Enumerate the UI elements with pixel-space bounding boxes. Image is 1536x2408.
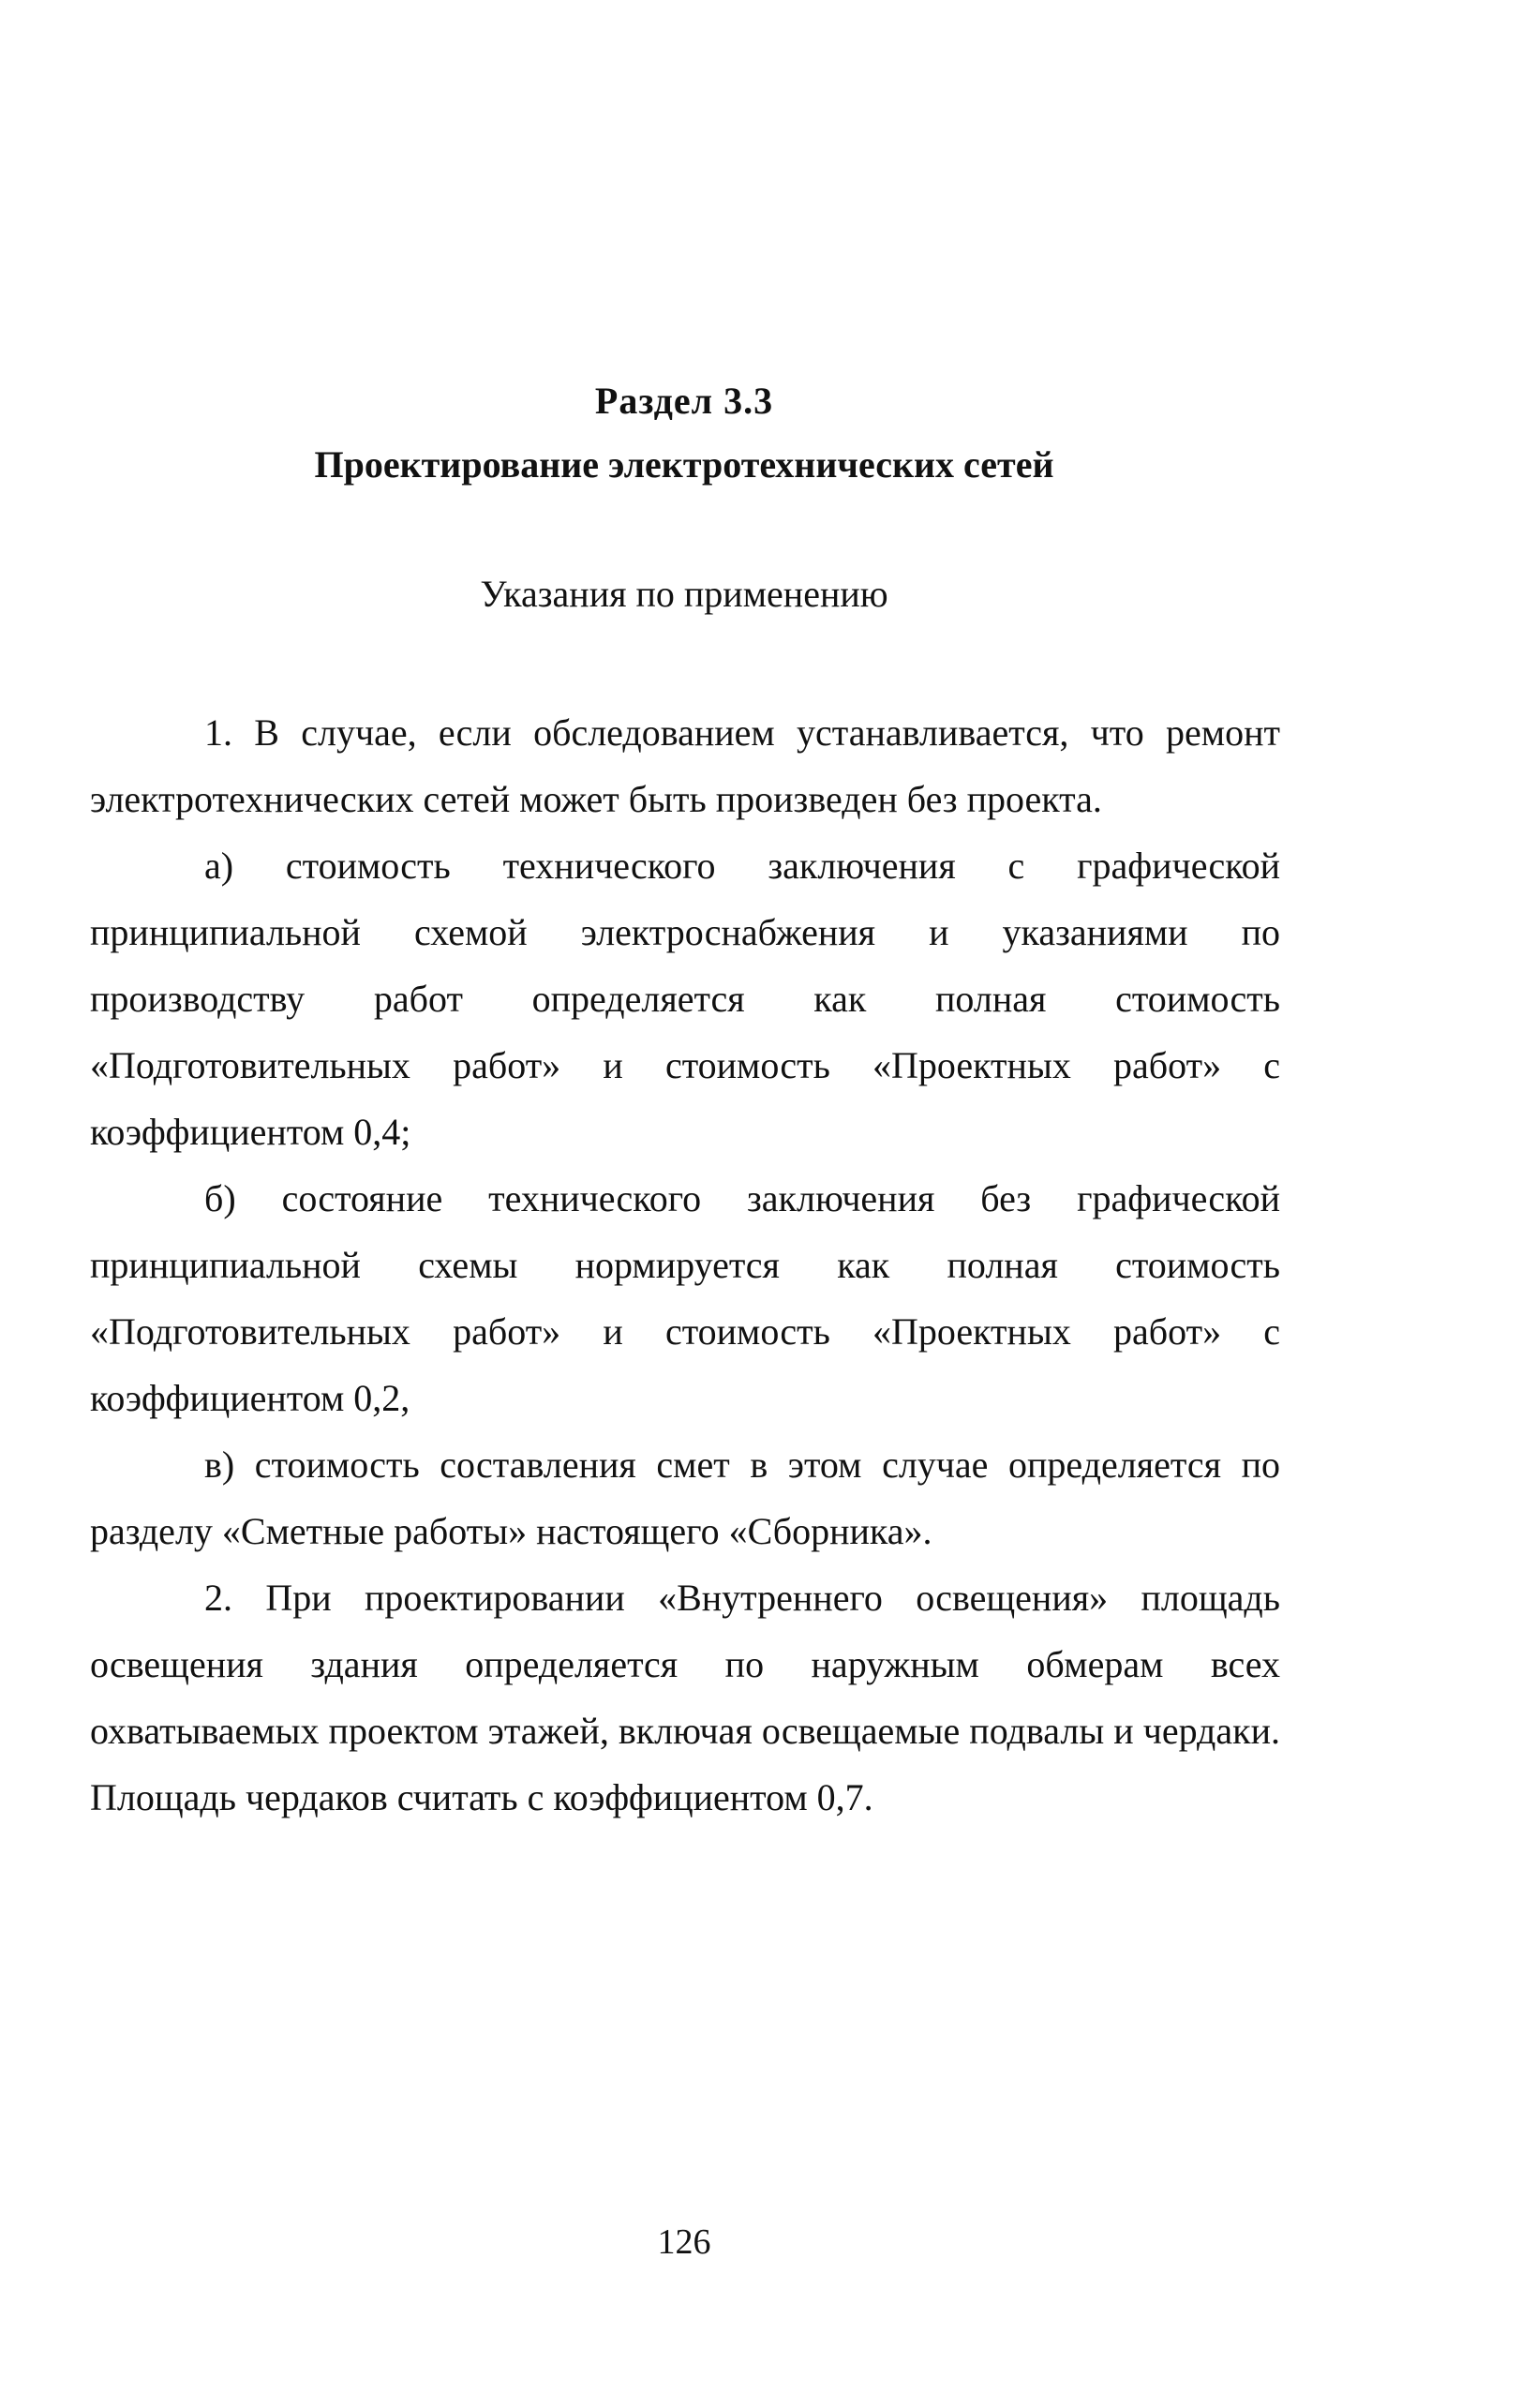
instructions-heading: Указания по применению (480, 573, 888, 615)
paragraph-2: 2. При проектировании «Внутреннего освещения» площадь освещения здания определяется по наружным обмерам всех охватываемых проектом этажей, включая освещаемые подвалы и чердаки. Площадь чердаков считать с коэффициентом 0,7. (90, 1577, 1280, 1818)
paragraph-1b: б) состояние технического заключения без графической принципиальной схемы нормируется как полная стоимость «Подготовительных работ» и стоимость «Проектных работ» с коэффициентом 0,2, (90, 1177, 1280, 1419)
section-subtitle: Проектирование электротехнических сетей (314, 443, 1054, 486)
paragraph-1: 1. В случае, если обследованием устанавливается, что ремонт электротехнических сетей может быть произведен без проекта. (90, 711, 1280, 820)
section-title: Раздел 3.3 (594, 380, 774, 422)
body-text (90, 699, 1280, 1831)
paragraph-1c: в) стоимость составления смет в этом случае определяется по разделу «Сметные работы» настоящего «Сборника». (90, 1443, 1280, 1552)
page-number: 126 (657, 2222, 711, 2262)
paragraph-1a: а) стоимость технического заключения с графической принципиальной схемой электроснабжения и указаниями по производству работ определяется как полная стоимость «Подготовительных работ» и стоимость «Проектных работ» с коэффициентом 0,4; (90, 845, 1280, 1153)
